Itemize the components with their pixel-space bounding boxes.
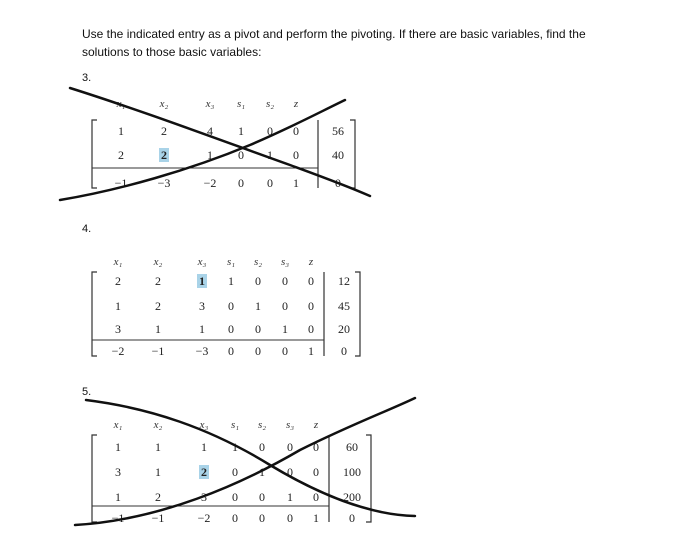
tableau-cell: 1: [313, 511, 319, 525]
tableau-cell: 2: [161, 124, 167, 138]
tableau-cell: 0: [232, 511, 238, 525]
column-header: z: [293, 98, 299, 110]
tableau-cell: 0: [228, 344, 234, 358]
column-header: z: [313, 419, 319, 431]
tableau-cell: 1: [293, 176, 299, 190]
tableau-cell: 0: [255, 322, 261, 336]
column-header: s₃: [280, 256, 290, 268]
tableau-cell: 1: [228, 274, 234, 288]
tableau-cell: 0: [259, 511, 265, 525]
pivot-entry: 2: [201, 465, 207, 479]
column-header: s₂: [265, 98, 275, 110]
tableau-cell: 1: [255, 299, 261, 313]
tableau-cell: 1: [259, 465, 265, 479]
tableau-cell: 0: [308, 299, 314, 313]
tableau-cell: 0: [282, 274, 288, 288]
tableau-cell: 1: [115, 490, 121, 504]
tableau-cell: 1: [238, 124, 244, 138]
tableau-cell: 1: [115, 299, 121, 313]
tableau-cell: −1: [114, 176, 128, 190]
column-header: x₃: [197, 256, 207, 268]
tableau-cell: 200: [343, 490, 361, 504]
column-header: x₂: [159, 98, 169, 110]
tableau-cell: 1: [201, 440, 207, 454]
tableau-cell: 0: [293, 148, 299, 162]
tableau-cell: 0: [267, 124, 273, 138]
tableau-cell: 0: [282, 344, 288, 358]
tableau-cell: 1: [282, 322, 288, 336]
tableau-cell: −3: [195, 344, 209, 358]
tableau-cell: 0: [287, 511, 293, 525]
tableau-cell: 0: [287, 440, 293, 454]
tableau-cell: 0: [282, 299, 288, 313]
instruction-text: Use the indicated entry as a pivot and perform the pivoting. If there are basic variables, find the solutions to those basic variables:: [82, 27, 586, 59]
problem-4-number: 4.: [82, 223, 92, 235]
tableau-cell: 1: [267, 148, 273, 162]
tableau-cell: 1: [232, 440, 238, 454]
tableau-cell: 3: [201, 490, 207, 504]
tableau-cell: 56: [332, 124, 344, 138]
tableau-cell: 0: [232, 465, 238, 479]
tableau-cell: −3: [157, 176, 171, 190]
tableau-cell: 3: [199, 299, 205, 313]
tableau-cell: 100: [343, 465, 361, 479]
column-header: x₁: [116, 98, 126, 110]
tableau-cell: 45: [338, 299, 350, 313]
column-header: z: [308, 256, 314, 268]
tableau-cell: 0: [255, 274, 261, 288]
tableau-cell: −2: [203, 176, 217, 190]
tableau-cell: 1: [207, 148, 213, 162]
column-header: x₂: [153, 419, 163, 431]
column-header: x₃: [199, 419, 209, 431]
column-header: s₂: [257, 419, 267, 431]
tableau-cell: 3: [115, 322, 121, 336]
column-header: s₃: [285, 419, 295, 431]
tableau-cell: 1: [155, 322, 161, 336]
tableau-cell: 60: [346, 440, 358, 454]
pivot-entry: 1: [199, 274, 205, 288]
column-header: x₁: [113, 256, 123, 268]
tableau-cell: 0: [308, 274, 314, 288]
tableau-cell: 0: [313, 490, 319, 504]
tableau-cell: 2: [155, 274, 161, 288]
tableau-cell: 0: [293, 124, 299, 138]
pivot-entry: 2: [161, 148, 167, 162]
tableau-cell: 0: [335, 176, 341, 190]
column-header: s₁: [230, 419, 240, 431]
tableau-cell: 1: [199, 322, 205, 336]
tableau-cell: 0: [232, 490, 238, 504]
tableau-cell: 1: [118, 124, 124, 138]
tableau-cell: 1: [155, 440, 161, 454]
tableau-cell: 0: [313, 465, 319, 479]
column-header: s₁: [226, 256, 236, 268]
tableau-cell: 12: [338, 274, 350, 288]
tableau-cell: 0: [228, 299, 234, 313]
tableau-cell: 40: [332, 148, 344, 162]
tableau-cell: 0: [267, 176, 273, 190]
tableau-cell: 0: [349, 511, 355, 525]
tableau-cell: 1: [308, 344, 314, 358]
column-header: x₃: [205, 98, 215, 110]
tableau-cell: −1: [111, 511, 125, 525]
problem-5-brackets: [92, 435, 371, 522]
tableau-cell: 0: [259, 490, 265, 504]
tableau-cell: −2: [111, 344, 125, 358]
column-header: s₂: [253, 256, 263, 268]
tableau-cell: 0: [287, 465, 293, 479]
tableau-cell: 1: [287, 490, 293, 504]
tableau-cell: −2: [197, 511, 211, 525]
tableau-cell: 2: [155, 490, 161, 504]
tableau-cell: 0: [308, 322, 314, 336]
tableau-cell: 0: [255, 344, 261, 358]
column-header: x₁: [113, 419, 123, 431]
tableau-cell: 3: [115, 465, 121, 479]
problem-3-cross-out: [60, 88, 370, 200]
tableau-cell: 1: [115, 440, 121, 454]
problem-5-number: 5.: [82, 386, 92, 398]
tableau-cell: 0: [238, 148, 244, 162]
tableau-cell: 1: [155, 465, 161, 479]
tableau-cell: −1: [151, 344, 165, 358]
tableau-cell: 0: [341, 344, 347, 358]
tableau-cell: 20: [338, 322, 350, 336]
problem-3-brackets: [92, 120, 355, 188]
tableau-cell: 0: [238, 176, 244, 190]
problem-4-brackets: [92, 272, 360, 356]
tableau-cell: 4: [207, 124, 213, 138]
tableau-cell: 2: [118, 148, 124, 162]
tableau-cell: 2: [155, 299, 161, 313]
tableau-cell: 0: [313, 440, 319, 454]
column-header: s₁: [236, 98, 246, 110]
tableau-cell: 2: [115, 274, 121, 288]
tableau-cell: −1: [151, 511, 165, 525]
tableau-cell: 0: [228, 322, 234, 336]
tableau-cell: 0: [259, 440, 265, 454]
column-header: x₂: [153, 256, 163, 268]
problem-3-number: 3.: [82, 72, 92, 84]
